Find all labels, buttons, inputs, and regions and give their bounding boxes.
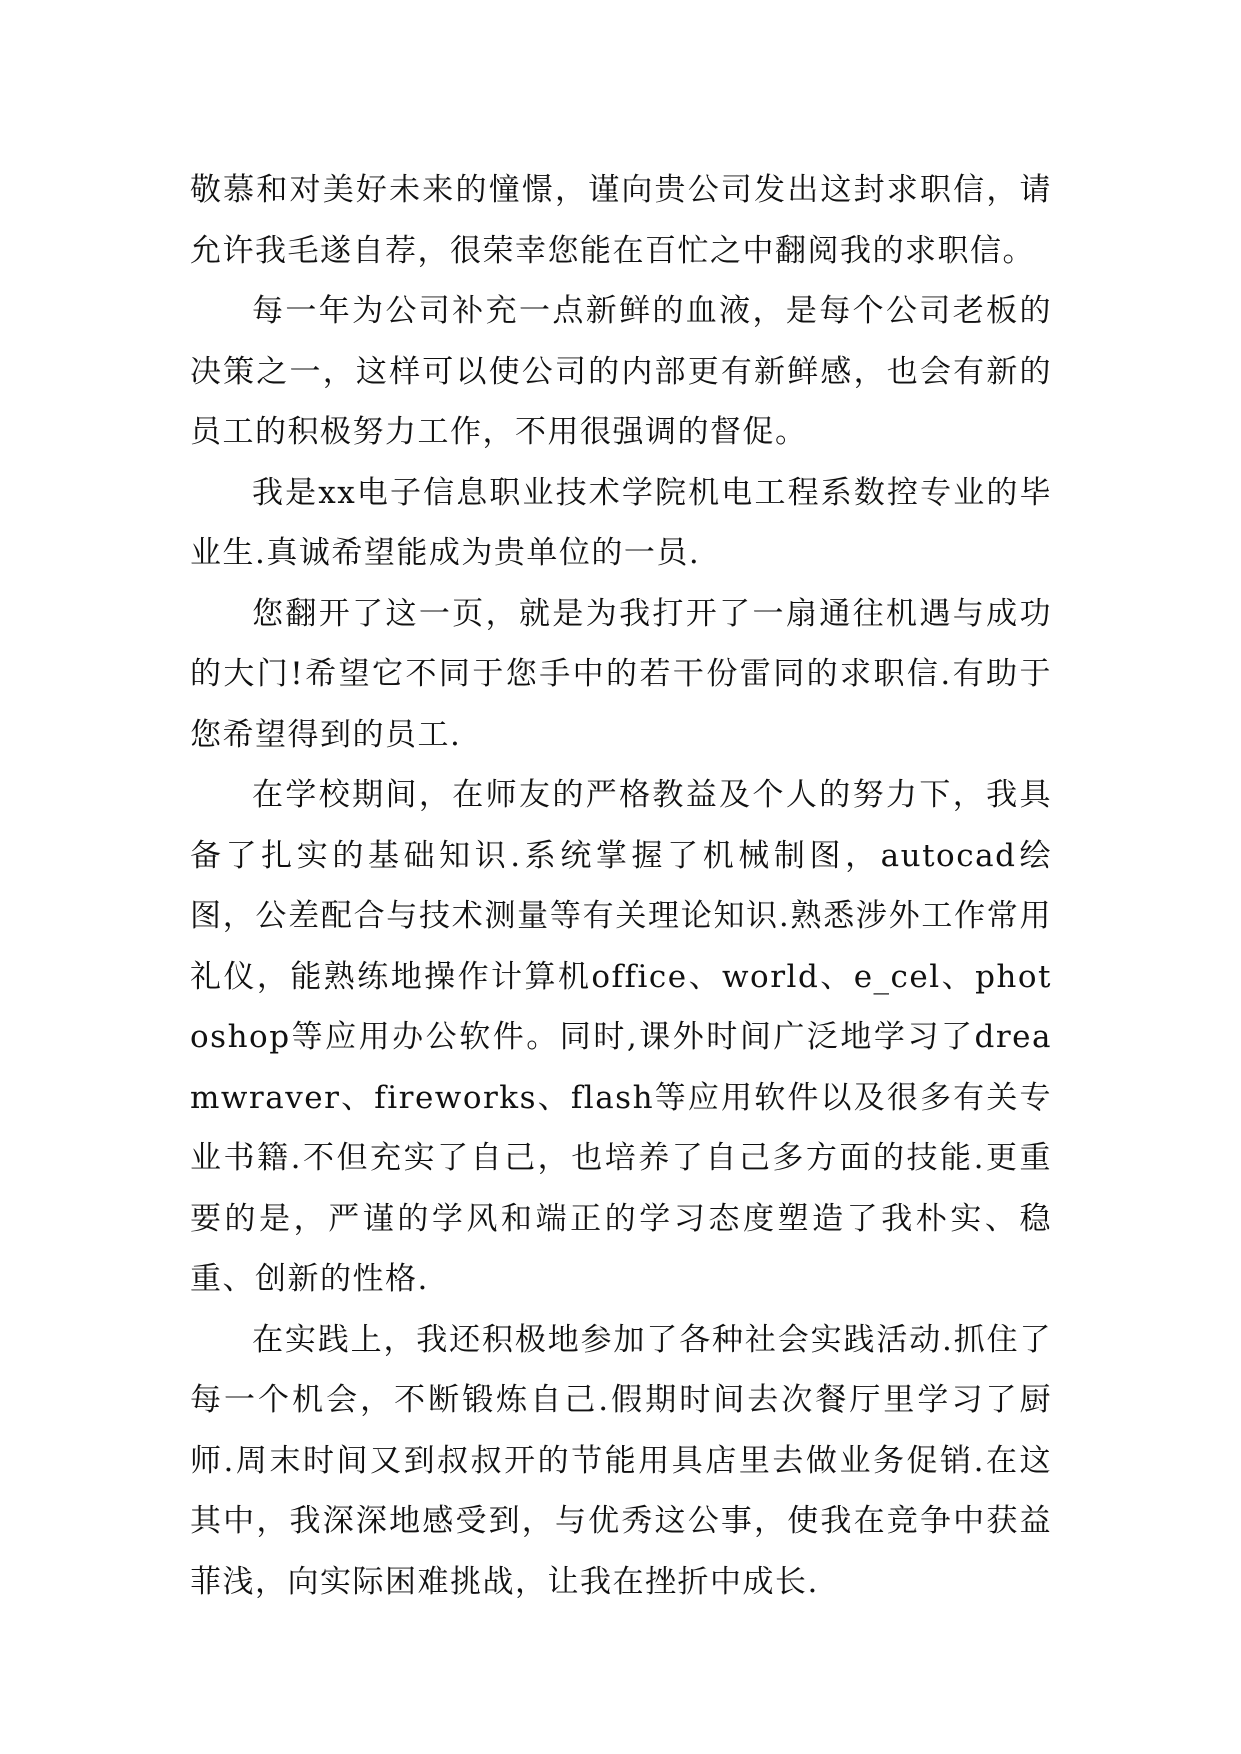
paragraph-company-needs: 每一年为公司补充一点新鲜的血液，是每个公司老板的决策之一，这样可以使公司的内部更有新鲜感，也会有新的员工的积极努力工作，不用很强调的督促。 [190, 293, 1052, 450]
paragraph-education-skills: 在学校期间，在师友的严格教益及个人的努力下，我具备了扎实的基础知识.系统掌握了机械制图，autocad绘图，公差配合与技术测量等有关理论知识.熟悉涉外工作常用礼仪，能熟练地操作计算机office、world、e_cel、photoshop等应用办公软件。同时,课外时间广泛地学习了dreamwraver、fireworks、flash等应用软件以及很多有关专业书籍.不但充实了自己，也培养了自己多方面的技能.更重要的是，严谨的学风和端正的学习态度塑造了我朴实、稳重、创新的性格. [190, 777, 1052, 1297]
paragraph-self-introduction: 我是xx电子信息职业技术学院机电工程系数控专业的毕业生.真诚希望能成为贵单位的一员. [190, 474, 1052, 571]
paragraph-practice-experience: 在实践上，我还积极地参加了各种社会实践活动.抓住了每一个机会，不断锻炼自己.假期时间去次餐厅里学习了厨师.周末时间又到叔叔开的节能用具店里去做业务促销.在这其中，我深深地感受到，与优秀这公事，使我在竞争中获益菲浅，向实际困难挑战，让我在挫折中成长. [190, 1321, 1052, 1600]
document-page [190, 160, 1052, 1612]
paragraph-opening: 敬慕和对美好未来的憧憬，谨向贵公司发出这封求职信，请允许我毛遂自荐，很荣幸您能在百忙之中翻阅我的求职信。 [190, 172, 1052, 269]
paragraph-opportunity: 您翻开了这一页，就是为我打开了一扇通往机遇与成功的大门!希望它不同于您手中的若干份雷同的求职信.有助于您希望得到的员工. [190, 595, 1052, 753]
